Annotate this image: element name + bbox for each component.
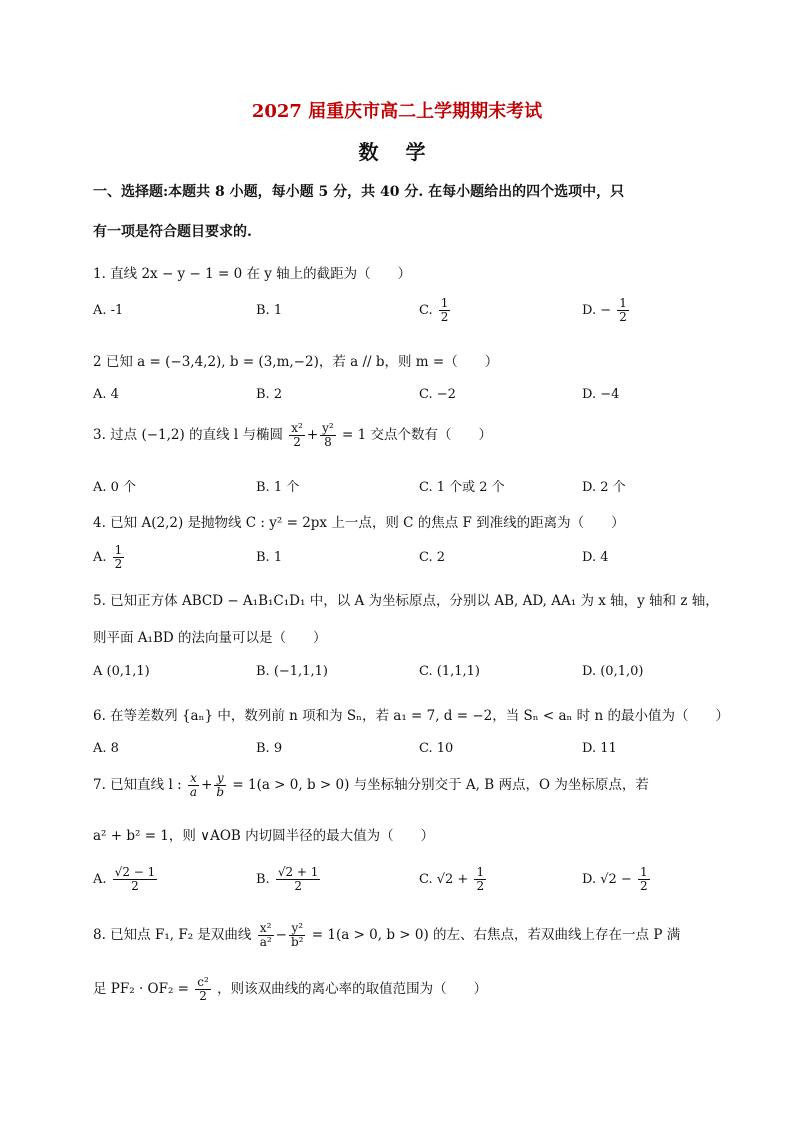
fraction [188,772,199,799]
question-2-options [93,387,713,417]
fraction-numerator: 1 [476,865,485,879]
option-b-label: B. [256,872,270,887]
fraction-numerator: √2 − 1 [114,865,156,879]
option-d: D. −4 [582,387,620,402]
option-d-label: D. − [582,303,612,318]
fraction [195,976,211,1003]
question-1-options [93,296,713,333]
fraction-denominator: a [189,785,198,799]
fraction [474,866,486,893]
fraction [258,922,274,949]
fraction [214,772,226,799]
question-5-stem-line2: 则平面 A₁BD 的法向量可以是（ ） [93,630,327,646]
fraction-numerator: 1 [114,543,123,557]
option-c: C. 1 个或 2 个 [419,480,505,495]
fraction-numerator: x² [291,421,303,435]
fraction-numerator: c² [197,975,209,989]
fraction-numerator: x [188,772,199,786]
option-b: B. 1 个 [256,480,300,495]
stem-text: ，则该双曲线的离心率的取值范围为（ ） [217,981,488,997]
option-c: C. (1,1,1) [419,664,480,679]
question-4-stem: 4. 已知 A(2,2) 是抛物线 C : y² = 2px 上一点，则 C 的焦点 F 到准线的距离为（ ） [93,515,625,531]
question-2-stem: 2 已知 a = (−3,4,2), b = (3,m,−2)，若 a // b，则 m =（ ） [93,354,499,370]
option-b: B. (−1,1,1) [256,664,328,679]
option-a: A. 4 [93,387,119,402]
fraction-denominator: b² [290,935,304,949]
option-d [582,866,652,893]
fraction-numerator: y [214,772,226,786]
fraction-denominator: 2 [199,989,207,1003]
stem-text: = 1 交点个数有（ ） [342,427,493,443]
option-d: D. (0,1,0) [582,664,644,679]
option-b [256,866,322,893]
question-8-stem-line2 [93,976,713,1003]
fraction-denominator: 8 [324,435,332,449]
section-heading-line1: 一、选择题:本题共 8 小题，每小题 5 分，共 40 分. 在每小题给出的四个选项中，只 [93,184,625,200]
option-b: B. 1 [256,303,283,318]
fraction-numerator: y² [322,421,334,435]
question-3-options [93,476,713,506]
fraction [276,866,321,893]
question-7-stem-line2: a² + b² = 1，则 ∨AOB 内切圆半径的最大值为（ ） [93,828,435,844]
fraction [320,422,336,449]
option-a: A. 0 个 [93,480,137,495]
stem-text: 足 PF₂ · OF₂ = [93,981,189,997]
fraction-denominator: 2 [639,879,648,893]
subject-heading: 数 学 [358,140,436,164]
option-b: B. 1 [256,550,283,565]
option-b: B. 2 [256,387,283,402]
fraction [617,297,629,324]
option-d: D. 2 个 [582,480,626,495]
option-a-label: A. [93,550,107,565]
fraction-denominator: a² [259,935,272,949]
option-c: C. −2 [419,387,456,402]
fraction [113,544,125,571]
option-b: B. 9 [256,741,283,756]
fraction-numerator: √2 + 1 [277,865,319,879]
question-3-stem: 3. 过点 (−1,2) 的直线 l 与椭圆 $\frac{\text{x²}}{2}$ + $\frac{\text{y²}}{8}$ = 1 交点个数有（ ） [93,421,493,449]
fraction [113,866,158,893]
question-4-options [93,543,713,580]
fraction [638,866,650,893]
fraction-numerator: x² [258,922,274,936]
option-a: A. 8 [93,741,119,756]
fraction [439,297,451,324]
fraction-denominator: b [216,785,225,799]
question-1-stem: 1. 直线 2x − y − 1 = 0 在 y 轴上的截距为（ ） [93,266,412,282]
exam-title: 2027 届重庆市高二上学期期末考试 [251,101,543,122]
fraction [289,422,305,449]
question-7-stem-line1: 7. 已知直线 l : $\frac{x}{a}$ + $\frac{y}{b}$ = 1(a > 0, b > 0) 与坐标轴分别交于 A, B 两点，O 为坐标原点，若 [93,771,649,799]
option-c: C. 2 [419,550,446,565]
option-c [419,866,488,893]
fraction [289,922,306,949]
fraction-denominator: 2 [294,879,302,893]
section-heading-line2: 有一项是符合题目要求的. [93,224,252,240]
option-a: A (0,1,1) [93,664,150,679]
option-d: D. 4 [582,550,609,565]
option-a-label: A. [93,872,107,887]
option-d [582,297,631,324]
fraction-numerator: y² [289,922,306,936]
fraction-numerator: 1 [619,296,627,310]
section-heading [93,172,713,252]
question-6-options [93,741,713,771]
stem-text: = 1(a > 0, b > 0) 与坐标轴分别交于 A, B 两点，O 为坐标原点，若 [232,777,649,793]
question-5-options [93,664,713,694]
fraction-numerator: 1 [440,296,449,310]
fraction-denominator: 2 [293,435,301,449]
stem-text: 7. 已知直线 l : [93,777,182,793]
question-7-options [93,866,713,896]
option-a [93,866,159,893]
stem-text: 3. 过点 (−1,2) 的直线 l 与椭圆 [93,427,283,443]
fraction-denominator: 2 [476,879,485,893]
option-c-label: C. √2 + [419,872,469,887]
fraction-numerator: 1 [639,865,648,879]
option-c-label: C. [419,303,433,318]
question-6-stem: 6. 在等差数列 {aₙ} 中，数列前 n 项和为 Sₙ，若 a₁ = 7, d = −2，当 Sₙ < aₙ 时 n 的最小值为（ ） [93,708,729,724]
option-d-label: D. √2 − [582,872,632,887]
fraction-denominator: 2 [440,310,449,324]
question-8-stem-line1: 8. 已知点 F₁, F₂ 是双曲线 $\frac{\text{x²}}{\text{a²}}$ − $\frac{\text{y²}}{\text{b²}}$ = 1(a > 0, b > 0) 的左、右焦点，若双曲线上存在一点 P 满 [93,921,681,949]
option-a [93,544,126,571]
option-d: D. 11 [582,741,617,756]
option-a: A. -1 [93,303,124,318]
fraction-denominator: 2 [114,557,123,571]
stem-text: 8. 已知点 F₁, F₂ 是双曲线 [93,927,252,943]
fraction-denominator: 2 [131,879,139,893]
stem-text: = 1(a > 0, b > 0) 的左、右焦点，若双曲线上存在一点 P 满 [311,927,681,943]
question-5-stem-line1: 5. 已知正方体 ABCD − A₁B₁C₁D₁ 中，以 A 为坐标原点，分别以 AB, AD, AA₁ 为 x 轴，y 轴和 z 轴， [93,593,719,609]
option-c: C. 10 [419,741,454,756]
option-c [419,297,452,324]
fraction-denominator: 2 [619,310,627,324]
